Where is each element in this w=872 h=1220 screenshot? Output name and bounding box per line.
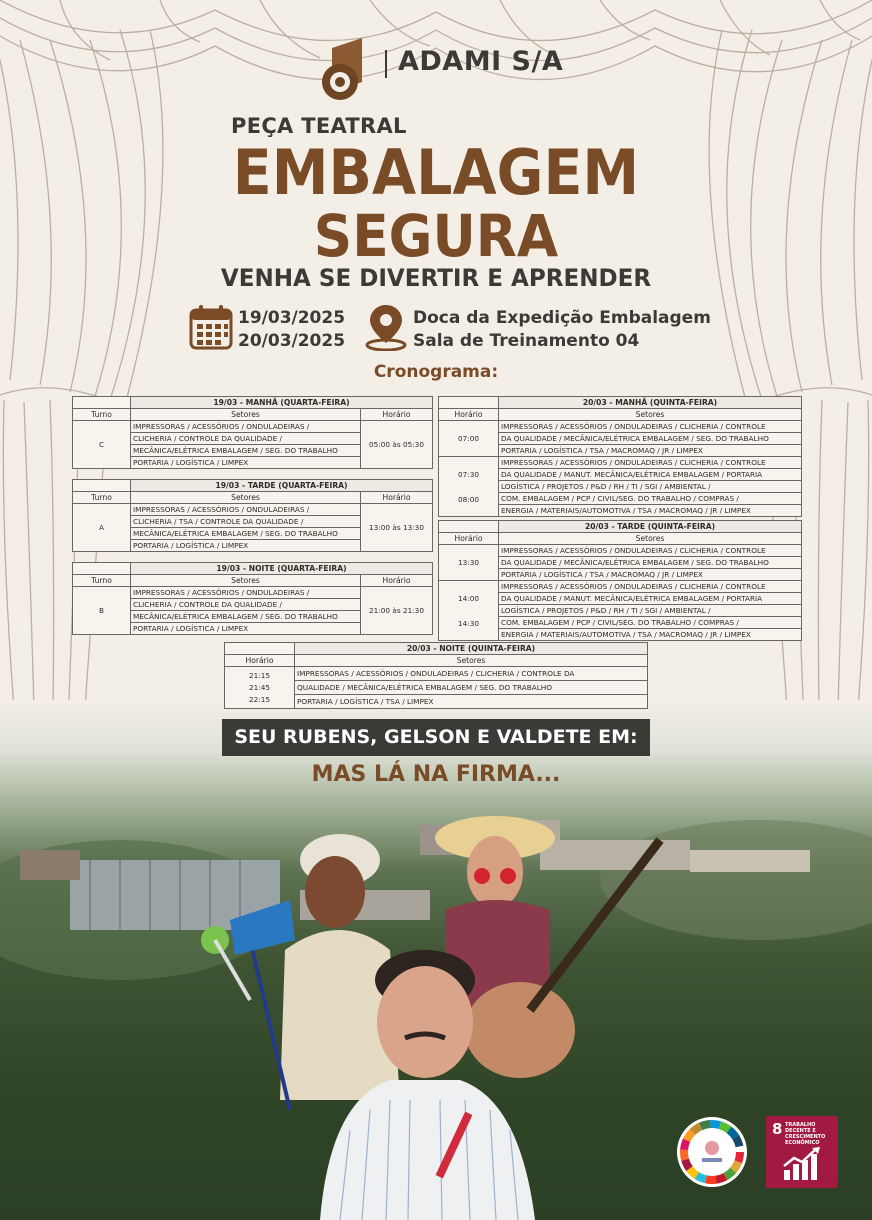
setores-line: COM. EMBALAGEM / PCP / CIVIL/SEG. DO TRABALHO / COMPRAS / [499, 617, 802, 629]
setores-line: COM. EMBALAGEM / PCP / CIVIL/SEG. DO TRABALHO / COMPRAS / [499, 493, 802, 505]
ods8-text: TRABALHO DECENTE E CRESCIMENTO ECONÔMICO [785, 1122, 826, 1146]
setores-line: DA QUALIDADE / MECÂNICA/ELÉTRICA EMBALAGEM / SEG. DO TRABALHO [499, 433, 802, 445]
event-location-1: Doca da Expedição Embalagem [413, 308, 711, 328]
setores-line: IMPRESSORAS / ACESSÓRIOS / ONDULADEIRAS / CLICHERIA / CONTROLE [499, 581, 802, 593]
schedule-label: Cronograma: [373, 362, 499, 382]
setores-line: PORTARIA / LOGÍSTICA / LIMPEX [131, 457, 361, 469]
table-title: 20/03 - MANHÃ (QUINTA-FEIRA) [499, 397, 802, 409]
horario-value: 07:30 [457, 469, 480, 479]
setores-line: IMPRESSORAS / ACESSÓRIOS / ONDULADEIRAS / [131, 587, 361, 599]
col-header-horario: Horário [361, 409, 433, 421]
col-header-horario: Horário [225, 655, 295, 667]
col-header-horario: Horário [361, 492, 433, 504]
horario-value: 14:30 [457, 618, 480, 628]
location-pin-icon [364, 303, 408, 351]
event-date-2: 20/03/2025 [238, 331, 346, 351]
col-header-setores: Setores [131, 492, 361, 504]
col-header-setores: Setores [499, 533, 802, 545]
horario-cell [439, 581, 499, 641]
col-header-horario: Horário [439, 409, 499, 421]
horario-cell: 07:00 [439, 421, 499, 457]
adami-logo-icon [318, 38, 374, 102]
schedule-table-20-noite [224, 642, 648, 709]
turno-cell: C [73, 421, 131, 469]
ods8-growth-icon [782, 1146, 822, 1182]
col-header-setores: Setores [499, 409, 802, 421]
schedule-table-19-manha [72, 396, 433, 469]
table-title: 19/03 - NOITE (QUARTA-FEIRA) [131, 563, 433, 575]
horario-cell [225, 667, 295, 709]
setores-line: CLICHERIA / TSA / CONTROLE DA QUALIDADE / [131, 516, 361, 528]
setores-line: IMPRESSORAS / ACESSÓRIOS / ONDULADEIRAS / [131, 504, 361, 516]
setores-line: LOGÍSTICA / PROJETOS / P&D / RH / TI / SGI / AMBIENTAL / [499, 481, 802, 493]
setores-line: DA QUALIDADE / MANUT. MECÂNICA/ELÉTRICA EMBALAGEM / PORTARIA [499, 593, 802, 605]
setores-line: PORTARIA / LOGÍSTICA / LIMPEX [131, 623, 361, 635]
kicker-text: PEÇA TEATRAL [231, 114, 407, 138]
schedule-table-20-manha [438, 396, 802, 517]
table-title: 19/03 - MANHÃ (QUARTA-FEIRA) [131, 397, 433, 409]
setores-line: PORTARIA / LOGÍSTICA / LIMPEX [131, 540, 361, 552]
setores-line: MECÂNICA/ELÉTRICA EMBALAGEM / SEG. DO TRABALHO [131, 611, 361, 623]
horario-cell [439, 457, 499, 517]
col-header-turno: Turno [73, 409, 131, 421]
col-header-setores: Setores [295, 655, 648, 667]
setores-line: ENERGIA / MATERIAIS/AUTOMOTIVA / TSA / MACROMAQ / JR / LIMPEX [499, 629, 802, 641]
setores-line: PORTARIA / LOGÍSTICA / TSA / MACROMAQ / JR / LIMPEX [499, 445, 802, 457]
col-header-setores: Setores [131, 575, 361, 587]
setores-line: DA QUALIDADE / MECÂNICA/ELÉTRICA EMBALAGEM / SEG. DO TRABALHO [499, 557, 802, 569]
ods-wheel-icon [676, 1116, 748, 1188]
setores-line: LOGÍSTICA / PROJETOS / P&D / RH / TI / SGI / AMBIENTAL / [499, 605, 802, 617]
cast-banner: SEU RUBENS, GELSON E VALDETE EM: [222, 719, 650, 756]
setores-line: IMPRESSORAS / ACESSÓRIOS / ONDULADEIRAS / [131, 421, 361, 433]
table-title: 20/03 - NOITE (QUINTA-FEIRA) [295, 643, 648, 655]
horario-cell: 13:30 [439, 545, 499, 581]
calendar-icon [189, 304, 233, 350]
ods8-badge [766, 1116, 838, 1188]
setores-line: PORTARIA / LOGÍSTICA / TSA / MACROMAQ / JR / LIMPEX [499, 569, 802, 581]
setores-line: PORTARIA / LOGÍSTICA / TSA / LIMPEX [295, 695, 648, 709]
horario-value: 21:15 [248, 670, 271, 680]
setores-line: ENERGIA / MATERIAIS/AUTOMOTIVA / TSA / MACROMAQ / JR / LIMPEX [499, 505, 802, 517]
setores-line: IMPRESSORAS / ACESSÓRIOS / ONDULADEIRAS / CLICHERIA / CONTROLE [499, 457, 802, 469]
table-title: 19/03 - TARDE (QUARTA-FEIRA) [131, 480, 433, 492]
event-location-2: Sala de Treinamento 04 [413, 331, 640, 351]
horario-value: 14:00 [457, 593, 480, 603]
event-date-1: 19/03/2025 [238, 308, 346, 328]
setores-line: IMPRESSORAS / ACESSÓRIOS / ONDULADEIRAS / CLICHERIA / CONTROLE [499, 421, 802, 433]
setores-line: QUALIDADE / MECÂNICA/ELÉTRICA EMBALAGEM / SEG. DO TRABALHO [295, 681, 648, 695]
setores-line: CLICHERIA / CONTROLE DA QUALIDADE / [131, 433, 361, 445]
col-header-horario: Horário [439, 533, 499, 545]
col-header-setores: Setores [131, 409, 361, 421]
turno-cell: A [73, 504, 131, 552]
schedule-table-19-tarde [72, 479, 433, 552]
setores-line: IMPRESSORAS / ACESSÓRIOS / ONDULADEIRAS / CLICHERIA / CONTROLE DA [295, 667, 648, 681]
horario-cell: 21:00 às 21:30 [361, 587, 433, 635]
ods8-number: 8 [772, 1120, 783, 1138]
setores-line: MECÂNICA/ELÉTRICA EMBALAGEM / SEG. DO TRABALHO [131, 528, 361, 540]
setores-line: CLICHERIA / CONTROLE DA QUALIDADE / [131, 599, 361, 611]
setores-line: IMPRESSORAS / ACESSÓRIOS / ONDULADEIRAS / CLICHERIA / CONTROLE [499, 545, 802, 557]
horario-value: 08:00 [457, 494, 480, 504]
horario-value: 21:45 [248, 682, 271, 692]
col-header-turno: Turno [73, 575, 131, 587]
title-line-1: EMBALAGEM [232, 136, 640, 209]
horario-cell: 13:00 às 13:30 [361, 504, 433, 552]
col-header-turno: Turno [73, 492, 131, 504]
horario-cell: 05:00 às 05:30 [361, 421, 433, 469]
horario-value: 22:15 [248, 694, 271, 704]
play-subtitle: MAS LÁ NA FIRMA... [311, 762, 561, 787]
table-title: 20/03 - TARDE (QUINTA-FEIRA) [499, 521, 802, 533]
schedule-table-20-tarde [438, 520, 802, 641]
actors-photo [190, 800, 670, 1220]
setores-line: DA QUALIDADE / MANUT. MECÂNICA/ELÉTRICA EMBALAGEM / PORTARIA [499, 469, 802, 481]
brand-name: ADAMI S/A [398, 46, 564, 77]
logo-divider [385, 50, 387, 78]
schedule-table-19-noite [72, 562, 433, 635]
title-line-2: SEGURA [313, 202, 559, 270]
col-header-horario: Horário [361, 575, 433, 587]
turno-cell: B [73, 587, 131, 635]
setores-line: MECÂNICA/ELÉTRICA EMBALAGEM / SEG. DO TRABALHO [131, 445, 361, 457]
tagline: VENHA SE DIVERTIR E APRENDER [220, 264, 652, 292]
